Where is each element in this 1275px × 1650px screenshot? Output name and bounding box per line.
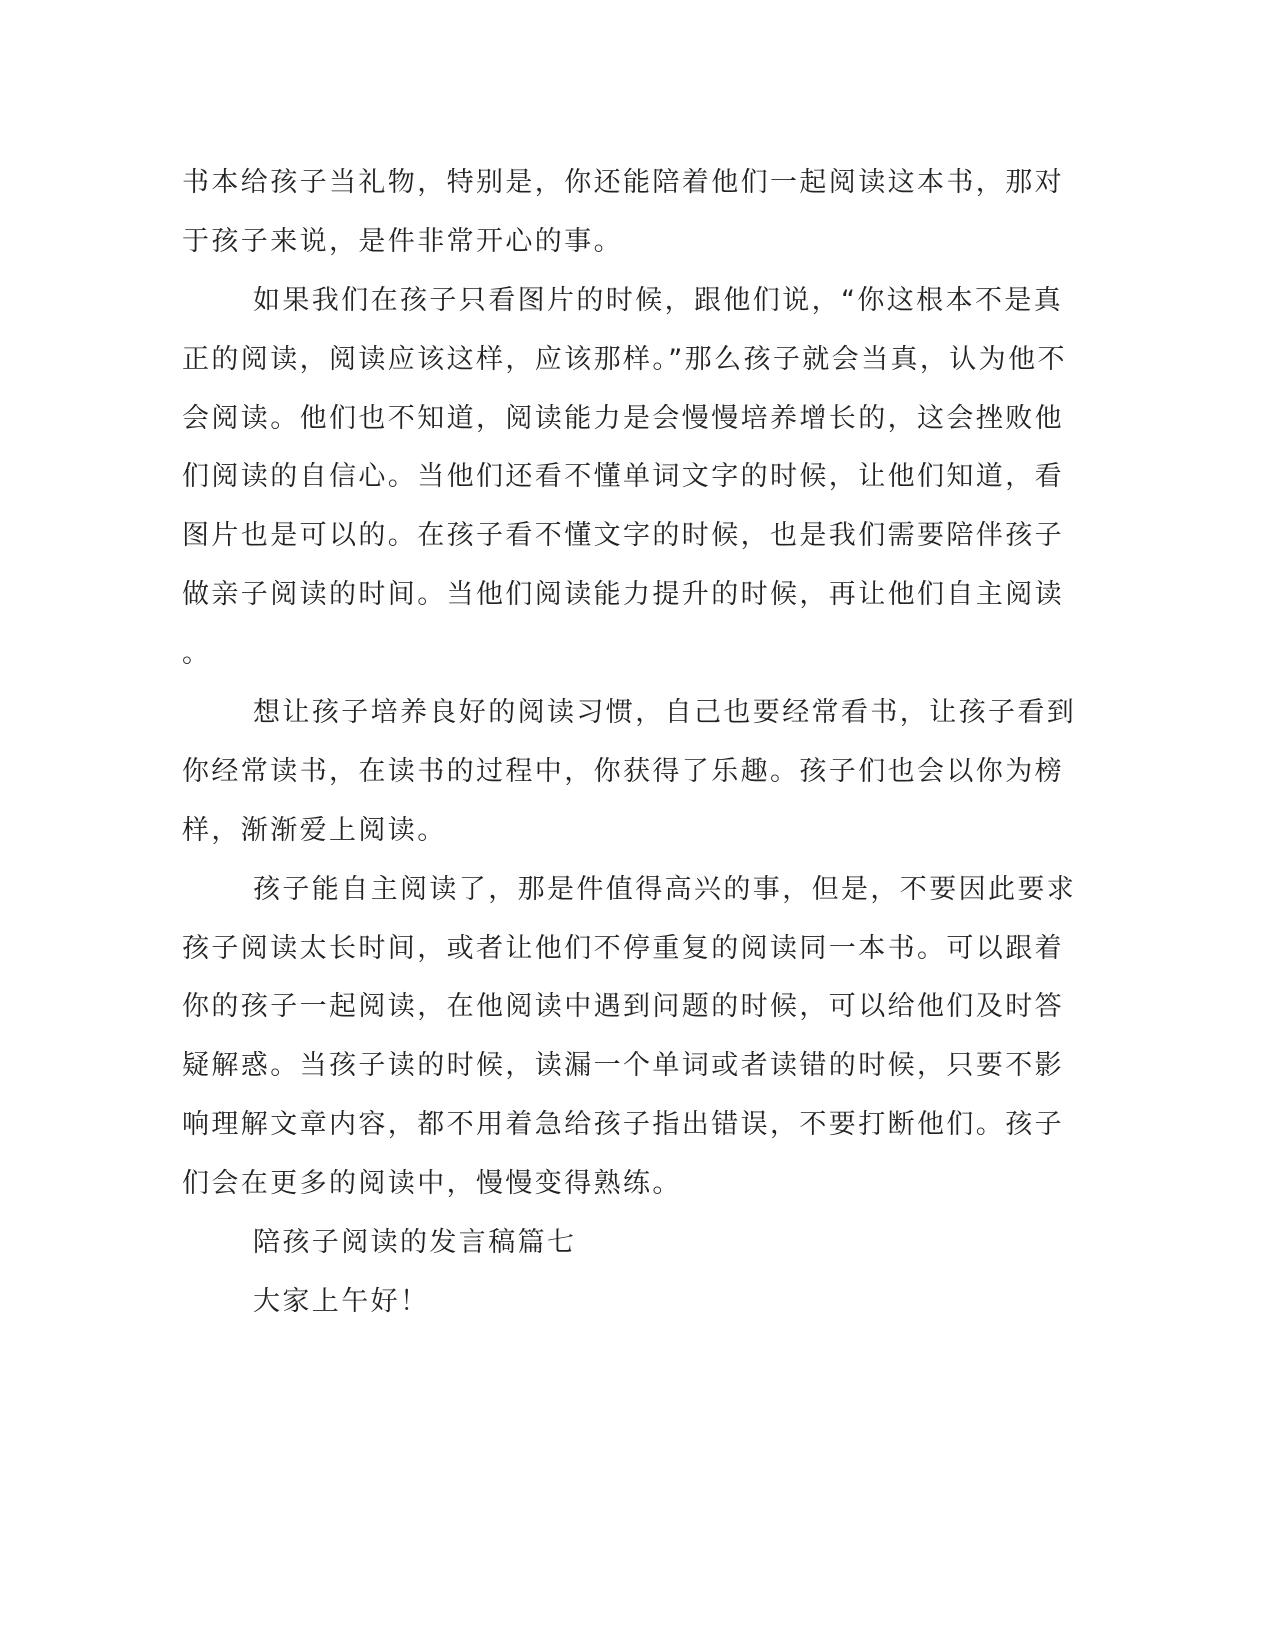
text-line: 想让孩子培养良好的阅读习惯，自己也要经常看书，让孩子看到 <box>253 697 1077 729</box>
text-line: 会阅读。他们也不知道，阅读能力是会慢慢培养增长的，这会挫败他 <box>182 402 1064 434</box>
text-line: 孩子能自主阅读了，那是件值得高兴的事，但是，不要因此要求 <box>253 873 1077 905</box>
text-line: 做亲子阅读的时间。当他们阅读能力提升的时候，再让他们自主阅读 <box>182 579 1064 611</box>
section-heading: 陪孩子阅读的发言稿篇七 <box>253 1227 577 1259</box>
text-line: 们阅读的自信心。当他们还看不懂单词文字的时候，让他们知道，看 <box>182 461 1064 493</box>
text-line: 如果我们在孩子只看图片的时候，跟他们说，“你这根本不是真 <box>253 284 1064 316</box>
text-line: 正的阅读，阅读应该这样，应该那样。”那么孩子就会当真，认为他不 <box>182 343 1067 375</box>
greeting-line: 大家上午好！ <box>253 1285 430 1317</box>
text-line: 孩子阅读太长时间，或者让他们不停重复的阅读同一本书。可以跟着 <box>182 932 1064 964</box>
text-line: 书本给孩子当礼物，特别是，你还能陪着他们一起阅读这本书，那对 <box>182 167 1064 198</box>
text-line: 于孩子来说，是件非常开心的事。 <box>182 225 623 257</box>
text-line: 疑解惑。当孩子读的时候，读漏一个单词或者读错的时候，只要不影 <box>182 1050 1064 1082</box>
text-line: 响理解文章内容，都不用着急给孩子指出错误，不要打断他们。孩子 <box>182 1109 1064 1141</box>
text-line: 你的孩子一起阅读，在他阅读中遇到问题的时候，可以给他们及时答 <box>182 991 1064 1023</box>
text-line: 。 <box>182 638 212 670</box>
text-line: 你经常读书，在读书的过程中，你获得了乐趣。孩子们也会以你为榜 <box>182 755 1064 787</box>
text-line: 图片也是可以的。在孩子看不懂文字的时候，也是我们需要陪伴孩子 <box>182 520 1064 552</box>
text-line: 们会在更多的阅读中，慢慢变得熟练。 <box>182 1168 682 1200</box>
text-line: 样，渐渐爱上阅读。 <box>182 814 447 846</box>
document-body <box>182 154 1077 1332</box>
